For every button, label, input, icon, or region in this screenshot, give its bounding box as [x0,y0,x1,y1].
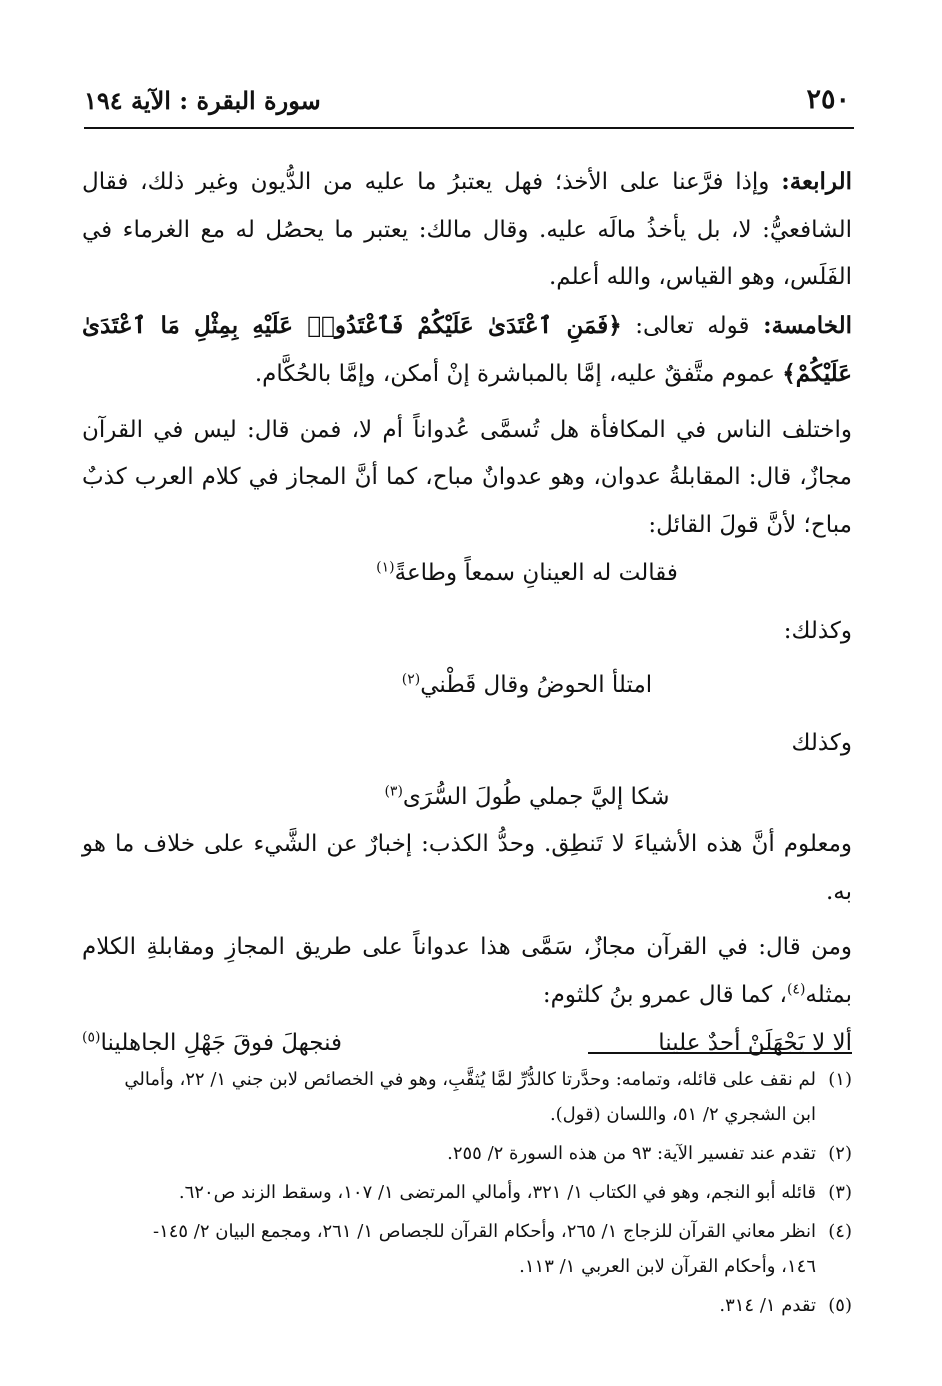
footnote-ref-2: (٢) [401,671,421,688]
verse-text: فنجهلَ فوقَ جَهْلِ الجاهلينا [100,1030,343,1056]
footnote-text: قائله أبو النجم، وهو في الكتاب ١/ ٣٢١، وأمالي المرتضى ١/ ١٠٧، وسقط الزند ص٦٢٠. [178,1182,816,1203]
connector-text-2: وكذلك [791,730,852,756]
paragraph-text: ، كما قال عمرو بنُ كلثوم: [542,981,787,1008]
footnote-number: (١) [828,1069,852,1090]
paragraph-fifth [82,302,852,399]
verse-text: شكا إليَّ جملي طُولَ السُّرَى [402,784,670,810]
poetry-verse-3 [82,773,852,821]
footnote-1 [80,1062,852,1097]
footnote-3 [80,1175,852,1210]
main-text [82,158,852,1067]
footnote-number: (٤) [828,1221,852,1242]
footnote-4 [80,1214,852,1249]
verse-text: امتلأ الحوضُ وقال قَطْني [420,672,653,698]
footnotes [80,1062,852,1323]
footnote-ref-3: (٣) [384,783,403,800]
page-number: ٢٥٠ [806,84,850,115]
poetry-verse-2 [82,661,852,709]
couplet-first-hemistich: ألا لا يَجْهَلَنْ أحدٌ علينا [658,1030,852,1056]
paragraph-text: ومن قال: في القرآن مجازٌ، سَمَّى هذا عدواناً على طريق المجازِ ومقابلةِ الكلام بمثله [82,934,852,1008]
footnote-rule [588,1052,852,1054]
paragraph-lie-definition: ومعلوم أنَّ هذه الأشياءَ لا تَنطِق. وحدُّ الكذب: إخبارٌ عن الشَّيء على خلاف ما هو به. [82,831,852,905]
footnote-number: (٣) [828,1182,852,1203]
verse-text: فقالت له العينانِ سمعاً وطاعةً [394,560,678,586]
section-lead-fifth: الخامسة: [763,311,852,339]
page-header [84,84,850,124]
couplet-second-hemistich [82,1019,342,1067]
paragraph-dispute: واختلف الناس في المكافأة هل تُسمَّى عُدواناً أم لا، فمن قال: ليس في القرآن مجازٌ، قال: المقابلةُ عدوان، وهو عدوانٌ مباح، كما أنَّ المجاز في كلام العرب كذبٌ مباح؛ لأنَّ قولَ القائل: [82,416,852,538]
footnote-number: (٢) [828,1143,852,1164]
poetry-couplet [82,1019,852,1067]
footnote-1-continuation: ابن الشجري ٢/ ٥١، واللسان (قول). [549,1104,816,1125]
footnote-ref-1: (١) [376,559,395,576]
footnote-text: تقدم عند تفسير الآية: ٩٣ من هذه السورة ٢/ ٢٥٥. [447,1143,816,1164]
paragraph-text: عموم متَّفقٌ عليه، إمَّا بالمباشرة إنْ أمكن، وإمَّا بالحُكَّام. [254,361,783,387]
footnote-text: انظر معاني القرآن للزجاج ١/ ٢٦٥، وأحكام القرآن للجصاص ١/ ٢٦١، ومجمع البيان ٢/ ١٤٥- [152,1221,816,1242]
footnote-text: تقدم ١/ ٣١٤. [719,1295,816,1316]
paragraph-fourth [82,158,852,302]
paragraph-text: وإذا فرَّعنا على الأخذ؛ فهل يعتبرُ ما عليه من الدُّيون وغير ذلك، فقال الشافعيُّ: لا، بل يأخذُ مالَه عليه. وقال مالك: يعتبر ما يحصُل له مع الغرماء في الفَلَس، وهو القياس، والله أعلم. [82,169,852,290]
footnote-number: (٥) [828,1295,852,1316]
connector-text-1: وكذلك: [783,618,852,644]
footnote-ref-5: (٥) [82,1029,101,1046]
running-title: سورة البقرة : الآية ١٩٤ [84,86,321,115]
poetry-verse-1 [82,549,852,597]
footnote-4-continuation: ١٤٦، وأحكام القرآن لابن العربي ١/ ١١٣. [519,1256,816,1277]
quote-intro: قوله تعالى: [621,312,764,339]
footnote-2 [80,1136,852,1171]
footnote-5 [80,1288,852,1323]
paragraph-majaz [82,924,852,1019]
footnote-ref-4: (٤) [786,980,806,997]
quran-verse: ﴿فَمَنِ ٱعْتَدَىٰ عَلَيْكُمْ فَٱعْتَدُوا۟ عَلَيْهِ بِمِثْلِ مَا ٱعْتَدَىٰ عَلَيْكُمْ﴾ [82,311,852,387]
footnote-text: لم نقف على قائله، وتمامه: وحدَّرتا كالدُّرِّ لمَّا يُثقَّبِ، وهو في الخصائص لابن جني ١/ ٢٢، وأمالي [124,1069,816,1090]
section-lead-fourth: الرابعة: [781,168,852,195]
header-rule [84,127,854,129]
